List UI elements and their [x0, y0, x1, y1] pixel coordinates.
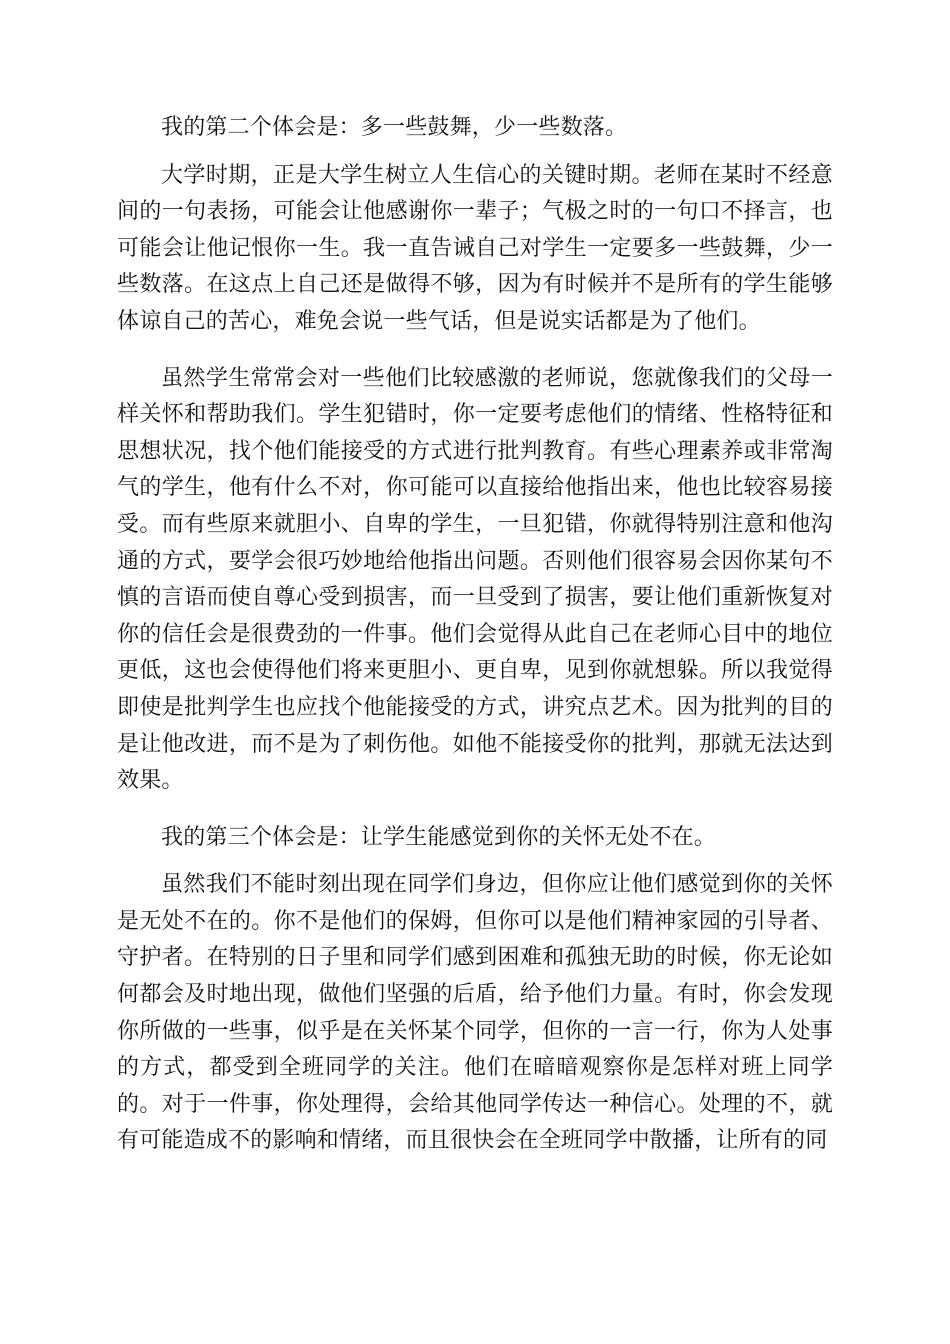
paragraph-criticism-approach: 虽然学生常常会对一些他们比较感激的老师说，您就像我们的父母一样关怀和帮助我们。学生犯错时，你一定要考虑他们的情绪、性格特征和思想状况，找个他们能接受的方式进行批判教育。有些心理素养或非常淘气的学生，他有什么不对，你可能可以直接给他指出来，他也比较容易接受。而有些原来就胆小、自卑的学生，一旦犯错，你就得特别注意和他沟通的方式，要学会很巧妙地给他指出问题。否则他们很容易会因你某句不慎的言语而使自尊心受到损害，而一旦受到了损害，要让他们重新恢复对你的信任会是很费劲的一件事。他们会觉得从此自己在老师心目中的地位更低，这也会使得他们将来更胆小、更自卑，见到你就想躲。所以我觉得即使是批判学生也应找个他能接受的方式，讲究点艺术。因为批判的目的是让他改进，而不是为了刺伤他。如他不能接受你的批判，那就无法达到效果。 [117, 365, 833, 794]
paragraph-third-insight-heading: 我的第三个体会是：让学生能感觉到你的关怀无处不在。 [161, 824, 717, 850]
document-body [117, 110, 833, 1160]
paragraph-care-everywhere: 虽然我们不能时刻出现在同学们身边，但你应让他们感觉到你的关怀是无处不在的。你不是他们的保姆，但你可以是他们精神家园的引导者、守护者。在特别的日子里和同学们感到困难和孤独无助的时候，你无论如何都会及时地出现，做他们坚强的后盾，给予他们力量。有时，你会发现你所做的一些事，似乎是在关怀某个同学，但你的一言一行，你为人处事的方式，都受到全班同学的关注。他们在暗暗观察你是怎样对班上同学的。对于一件事，你处理得，会给其他同学传达一种信心。处理的不，就有可能造成不的影响和情绪，而且很快会在全班同学中散播，让所有的同 [117, 872, 833, 1154]
paragraph-second-insight-heading: 我的第二个体会是：多一些鼓舞，少一些数落。 [161, 115, 628, 140]
paragraph-college-period: 大学时期，正是大学生树立人生信心的关键时期。老师在某时不经意间的一句表扬，可能会让他感谢你一辈子；气极之时的一句口不择言，也可能会让他记恨你一生。我一直告诫自己对学生一定要多一些鼓舞，少一些数落。在这点上自己还是做得不够，因为有时候并不是所有的学生能够体谅自己的苦心，难免会说一些气话，但是说实话都是为了他们。 [117, 162, 833, 334]
